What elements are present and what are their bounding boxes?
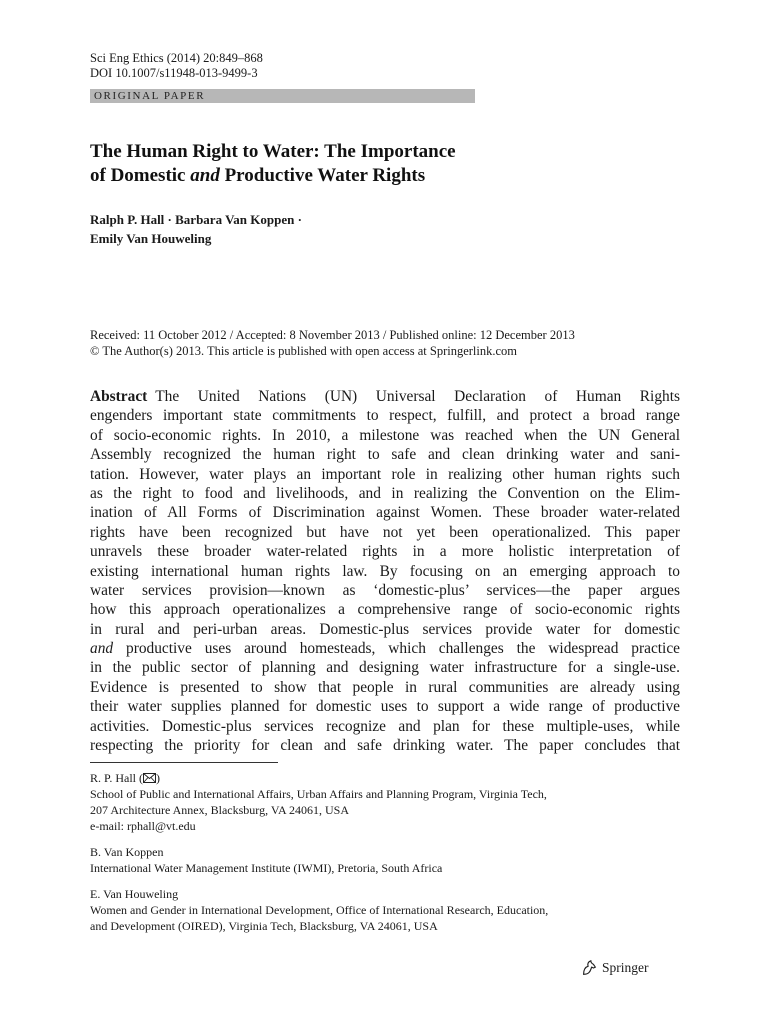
abstract-line: their water supplies planned for domestic uses to support a wide range of productive xyxy=(90,698,680,716)
abstract-emphasis: and xyxy=(90,640,114,658)
affiliation-van-houweling xyxy=(90,886,548,934)
affiliation-line: 207 Architecture Annex, Blacksburg, VA 24061, USA xyxy=(90,803,349,817)
affiliation-name: B. Van Koppen xyxy=(90,845,164,859)
abstract xyxy=(90,387,680,755)
doi: DOI 10.1007/s11948-013-9499-3 xyxy=(90,66,258,80)
abstract-line: activities. Domestic-plus services recognize and plan for these multiple-uses, while xyxy=(90,717,680,735)
title-line-1: The Human Right to Water: The Importance xyxy=(90,141,456,162)
title-line-2-em: and xyxy=(190,165,220,186)
authors-line-1: Ralph P. Hall · Barbara Van Koppen · xyxy=(90,212,302,227)
abstract-line: engenders important state commitments to respect, fulfill, and protect a broad range xyxy=(90,407,680,425)
journal-header xyxy=(90,51,263,81)
abstract-line: ination of All Forms of Discrimination against Women. These broader water-related xyxy=(90,504,680,522)
abstract-line: Assembly recognized the human right to safe and clean drinking water and sani- xyxy=(90,446,680,464)
publisher-logo xyxy=(580,958,649,978)
abstract-line: respecting the priority for clean and safe drinking water. The paper concludes that xyxy=(90,737,680,755)
abstract-line: rights have been recognized but have not yet been operationalized. This paper xyxy=(90,523,680,541)
email-link[interactable]: e-mail: rphall@vt.edu xyxy=(90,819,196,833)
abstract-line: existing international human rights law. By focusing on an emerging approach to xyxy=(90,562,680,580)
abstract-line: how this approach operationalizes a comprehensive range of socio-economic rights xyxy=(90,601,680,619)
authors-line-2: Emily Van Houweling xyxy=(90,231,212,246)
abstract-label: Abstract xyxy=(90,388,148,405)
abstract-line: water services provision—known as ‘domestic-plus’ services—the paper argues xyxy=(90,581,680,599)
abstract-line: Abstract The United Nations (UN) Universal Declaration of Human Rights xyxy=(90,388,680,405)
abstract-line: Evidence is presented to show that people in rural communities are already using xyxy=(90,678,680,696)
affiliation-name: E. Van Houweling xyxy=(90,887,179,901)
article-type-bar xyxy=(90,89,475,103)
paper-title xyxy=(90,140,456,188)
affiliation-line: Women and Gender in International Development, Office of International Research, Education, xyxy=(90,903,549,917)
publisher-name: Springer xyxy=(602,960,649,975)
article-history xyxy=(90,327,575,359)
history-dates: Received: 11 October 2012 / Accepted: 8 November 2013 / Published online: 12 December 2013 xyxy=(90,328,575,342)
title-line-2-post: Productive Water Rights xyxy=(219,165,426,186)
abstract-line: in the public sector of planning and designing water infrastructure for a single-use. xyxy=(90,659,680,677)
affiliation-line: International Water Management Institute (IWMI), Pretoria, South Africa xyxy=(90,861,443,875)
affiliation-line: School of Public and International Affairs, Urban Affairs and Planning Program, Virginia Tech, xyxy=(90,787,547,801)
author-list xyxy=(90,210,302,248)
title-line-2-pre: of Domestic xyxy=(90,165,191,186)
springer-horse-icon xyxy=(580,959,598,977)
footnote-rule xyxy=(90,762,278,763)
abstract-line: in rural and peri-urban areas. Domestic-plus services provide water for domestic xyxy=(90,620,680,638)
envelope-icon[interactable] xyxy=(143,773,156,783)
affiliation-line: and Development (OIRED), Virginia Tech, Blacksburg, VA 24061, USA xyxy=(90,919,438,933)
affiliation-hall xyxy=(90,770,547,834)
journal-citation: Sci Eng Ethics (2014) 20:849–868 xyxy=(90,51,263,65)
abstract-line: of socio-economic rights. In 2010, a milestone was reached when the UN General xyxy=(90,426,680,444)
abstract-line: and productive uses around homesteads, which challenges the widespread practice xyxy=(90,640,680,658)
affiliation-name: R. P. Hall ( ) xyxy=(90,771,161,785)
abstract-line: unravels these broader water-related rights in a more holistic interpretation of xyxy=(90,543,680,561)
abstract-line: as the right to food and livelihoods, and in realizing the Convention on the Elim- xyxy=(90,484,680,502)
article-type-label: ORIGINAL PAPER xyxy=(94,90,206,102)
copyright-notice: © The Author(s) 2013. This article is published with open access at Springerlink.com xyxy=(90,344,518,358)
paper-page xyxy=(90,0,680,1024)
affiliation-van-koppen xyxy=(90,844,442,876)
abstract-line: tation. However, water plays an important role in realizing other human rights such xyxy=(90,465,680,483)
